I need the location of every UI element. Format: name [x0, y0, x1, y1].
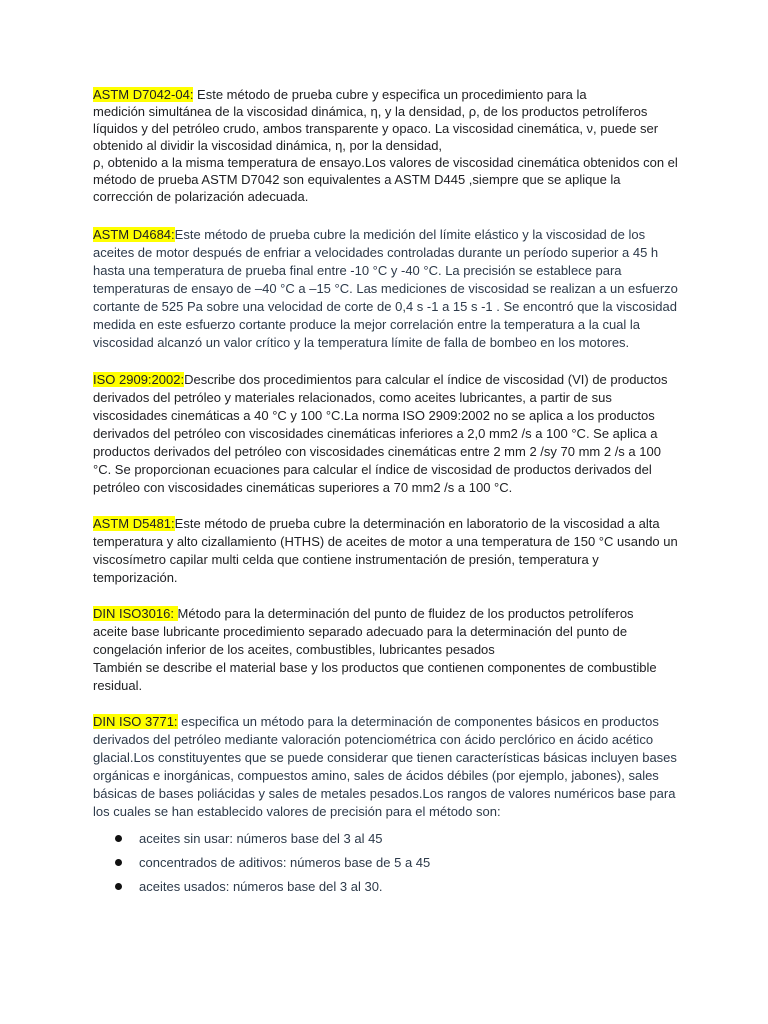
- paragraph-line: orgánicas e inorgánicas, compuestos amino, sales de ácidos débiles (por ejemplo, jabones), sales: [93, 768, 659, 783]
- paragraph-iso-2909: [93, 371, 690, 497]
- paragraph-line: cortante de 525 Pa sobre una velocidad de corte de 0,4 s -1 a 15 s -1 . Se encontró que la viscosidad: [93, 299, 677, 314]
- bullet-dot-icon: [115, 859, 122, 866]
- paragraph-line: temperaturas de ensayo de –40 °C a –15 °C. Las mediciones de viscosidad se realizan a un esfuerzo: [93, 281, 678, 296]
- paragraph-line: corrección de polarización adecuada.: [93, 189, 309, 204]
- standard-code-highlight: ASTM D4684:: [93, 227, 175, 242]
- paragraph-line: viscosidades cinemáticas a 40 °C y 100 °C.La norma ISO 2909:2002 no se aplica a los productos: [93, 408, 655, 423]
- paragraph-line: obtenido al dividir la viscosidad dinámica, η, por la densidad,: [93, 138, 443, 153]
- paragraph-din-iso-3016: [93, 605, 690, 695]
- paragraph-line: derivados del petróleo con viscosidades cinemáticas inferiores a 2,0 mm2 /s a 100 °C. Se aplica a: [93, 426, 658, 441]
- paragraph-astm-d7042: [93, 86, 690, 205]
- list-item: aceites sin usar: números base del 3 al 45: [115, 827, 690, 851]
- paragraph-line: aceites de motor después de enfriar a velocidades controladas durante un período superior a 45 h: [93, 245, 659, 260]
- paragraph-line: congelación inferior de los aceites, combustibles, lubricantes pesados: [93, 642, 495, 657]
- paragraph-line: derivados del petróleo y materiales relacionados, como aceites lubricantes, a partir de sus: [93, 390, 612, 405]
- paragraph-line: ρ, obtenido a la misma temperatura de ensayo.Los valores de viscosidad cinemática obtenidos con el: [93, 155, 678, 170]
- standard-code-highlight: DIN ISO 3771:: [93, 714, 178, 729]
- paragraph-line: básicas de bases poliácidas y sales de metales pesados.Los rangos de valores numéricos base para: [93, 786, 676, 801]
- list-item: aceites usados: números base del 3 al 30.: [115, 875, 690, 899]
- paragraph-line: hasta una temperatura de prueba final entre -10 °C y -40 °C. La precisión se establece para: [93, 263, 622, 278]
- paragraph-line: medición simultánea de la viscosidad dinámica, η, y la densidad, ρ, de los productos petrolíferos: [93, 104, 648, 119]
- paragraph-line: temporización.: [93, 570, 178, 585]
- standard-code-highlight: ISO 2909:2002:: [93, 372, 185, 387]
- paragraph-line: °C. Se proporcionan ecuaciones para calcular el índice de viscosidad de productos derivados del: [93, 462, 652, 477]
- standard-code-highlight: DIN ISO3016:: [93, 606, 178, 621]
- paragraph-line: ASTM D4684:Este método de prueba cubre la medición del límite elástico y la viscosidad de los: [93, 227, 646, 242]
- bullet-dot-icon: [115, 835, 122, 842]
- bullet-list: [93, 827, 690, 899]
- paragraph-line: productos derivados del petróleo con viscosidades cinemáticas entre 2 mm 2 /sy 70 mm 2 /s a 100: [93, 444, 661, 459]
- paragraph-line: glacial.Los constituyentes que se puede considerar que tienen características básicas incluyen bases: [93, 750, 677, 765]
- paragraph-line: ASTM D5481:Este método de prueba cubre la determinación en laboratorio de la viscosidad a alta: [93, 516, 660, 531]
- paragraph-astm-d4684: [93, 226, 690, 352]
- paragraph-din-iso-3771: [93, 713, 690, 821]
- paragraph-line: DIN ISO3016: Método para la determinación del punto de fluidez de los productos petrolíferos: [93, 606, 634, 621]
- paragraph-line: petróleo con viscosidades cinemáticas superiores a 70 mm2 /s a 100 °C.: [93, 480, 513, 495]
- paragraph-line: método de prueba ASTM D7042 son equivalentes a ASTM D445 ,siempre que se aplique la: [93, 172, 621, 187]
- paragraph-astm-d5481: [93, 515, 690, 587]
- paragraph-line: los cuales se han establecido valores de precisión para el método son:: [93, 804, 501, 819]
- paragraph-line: temperatura y alto cizallamiento (HTHS) de aceites de motor a una temperatura de 150 °C usando un: [93, 534, 678, 549]
- standard-code-highlight: ASTM D7042-04:: [93, 87, 194, 102]
- paragraph-line: viscosímetro capilar multi celda que contiene instrumentación de presión, temperatura y: [93, 552, 599, 567]
- paragraph-line: derivados del petróleo mediante valoración potenciométrica con ácido perclórico en ácido acético: [93, 732, 654, 747]
- paragraph-line: DIN ISO 3771: especifica un método para la determinación de componentes básicos en productos: [93, 714, 659, 729]
- paragraph-line: También se describe el material base y los productos que contienen componentes de combustible: [93, 660, 657, 675]
- standard-code-highlight: ASTM D5481:: [93, 516, 175, 531]
- paragraph-line: ISO 2909:2002:Describe dos procedimientos para calcular el índice de viscosidad (VI) de productos: [93, 372, 668, 387]
- paragraph-line: aceite base lubricante procedimiento separado adecuado para la determinación del punto de: [93, 624, 628, 639]
- paragraph-line: residual.: [93, 678, 143, 693]
- bullet-dot-icon: [115, 883, 122, 890]
- paragraph-line: medida en este esfuerzo cortante produce la mejor correlación entre la temperatura a la cual la: [93, 317, 641, 332]
- paragraph-line: ASTM D7042-04: Este método de prueba cubre y especifica un procedimiento para la: [93, 87, 587, 102]
- paragraph-line: viscosidad alcanzó un valor crítico y la temperatura límite de falla de bombeo en los motores.: [93, 335, 630, 350]
- list-item: concentrados de aditivos: números base de 5 a 45: [115, 851, 690, 875]
- paragraph-line: líquidos y del petróleo crudo, ambos transparente y opaco. La viscosidad cinemática, ν, puede ser: [93, 121, 659, 136]
